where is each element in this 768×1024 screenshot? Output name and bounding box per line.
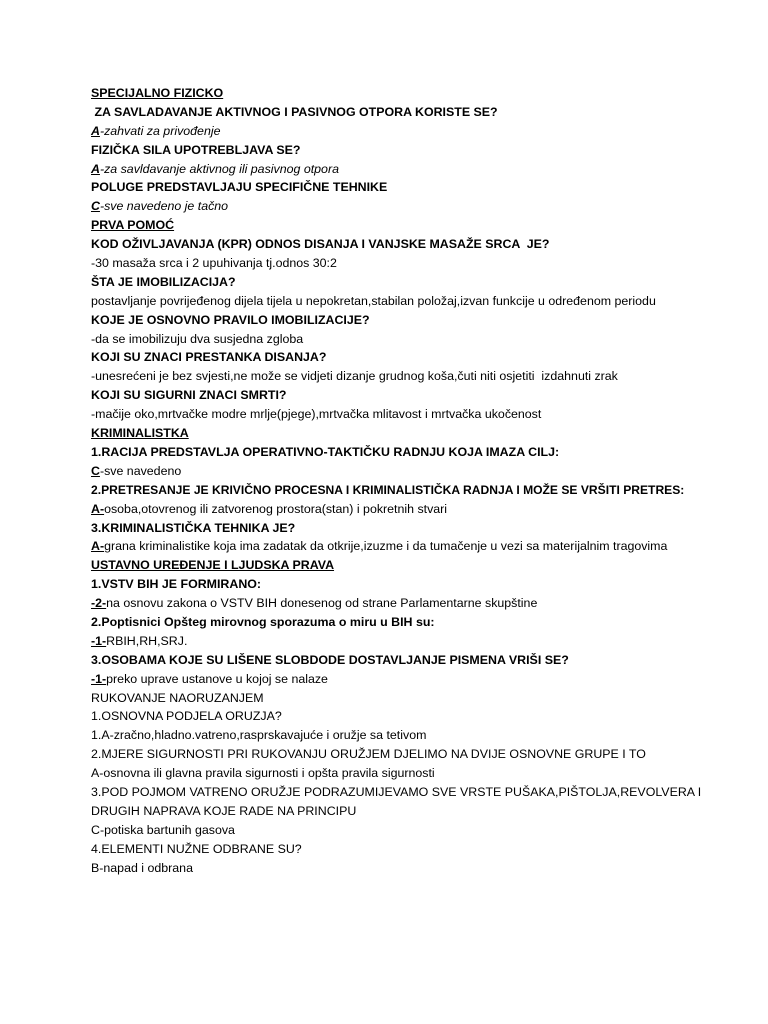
question-line: KOJI SU ZNACI PRESTANKA DISANJA? [91,350,327,365]
question-line: 2.MJERE SIGURNOSTI PRI RUKOVANJU ORUŽJEM DJELIMO NA DVIJE OSNOVNE GRUPE I TO [91,747,646,762]
question-line: POLUGE PREDSTAVLJAJU SPECIFIČNE TEHNIKE [91,180,388,195]
question-line: FIZIČKA SILA UPOTREBLJAVA SE? [91,142,301,157]
question-line: 3.POD POJMOM VATRENO ORUŽJE PODRAZUMIJEVAMO SVE VRSTE PUŠAKA,PIŠTOLJA,REVOLVERA I DRUGIH NAPRAVA KOJE RADE NA PRINCIPU [91,784,702,818]
answer-text: -sve navedeno je tačno [99,199,229,214]
question-line: 3.KRIMINALISTIČKA TEHNIKA JE? [91,520,296,535]
answer-line [91,632,731,651]
answer-line [91,670,731,689]
question-line: 1.RACIJA PREDSTAVLJA OPERATIVNO-TAKTIČKU RADNJU KOJA IMAZA CILJ: [91,444,560,459]
section-heading-rukovanje-naoruzanjem: RUKOVANJE NAORUZANJEM [91,690,264,705]
answer-text: na osnovu zakona o VSTV BIH donesenog od strane Parlamentarne skupštine [106,596,538,611]
section-heading-prva-pomoc: PRVA POMOĆ [91,218,175,233]
answer-letter: A- [91,539,105,554]
answer-line: -30 masaža srca i 2 upuhivanja tj.odnos 30:2 [91,256,337,271]
answer-number: -2- [91,596,107,611]
answer-text: osoba,otovrenog ili zatvorenog prostora(stan) i pokretnih stvari [104,501,448,516]
document-body [91,84,731,877]
answer-line [91,594,731,613]
answer-line [91,197,731,216]
answer-text: -zahvati za privođenje [99,123,221,138]
answer-letter: A [91,161,100,176]
question-line: KOD OŽIVLJAVANJA (KPR) ODNOS DISANJA I VANJSKE MASAŽE SRCA JE? [91,237,550,252]
answer-line [91,122,731,141]
answer-text: grana kriminalistike koja ima zadatak da otkrije,izuzme i da tumačenje u vezi sa materijalnim tragovima [104,539,668,554]
question-line: ZA SAVLADAVANJE AKTIVNOG I PASIVNOG OTPORA KORISTE SE? [91,104,498,119]
answer-line: B-napad i odbrana [91,860,193,875]
answer-number: -1- [91,671,107,686]
answer-text: -sve navedeno [99,463,182,478]
answer-line: -mačije oko,mrtvačke modre mrlje(pjege),mrtvačka mlitavost i mrtvačka ukočenost [91,407,542,422]
question-line: KOJI SU SIGURNI ZNACI SMRTI? [91,388,287,403]
answer-line: -da se imobilizuju dva susjedna zgloba [91,331,304,346]
question-line: 4.ELEMENTI NUŽNE ODBRANE SU? [91,841,302,856]
answer-letter: A- [91,501,105,516]
question-line: ŠTA JE IMOBILIZACIJA? [91,274,236,289]
answer-text: RBIH,RH,SRJ. [106,633,188,648]
answer-letter: C [91,199,100,214]
answer-text: -za savldavanje aktivnog ili pasivnog otpora [99,161,339,176]
answer-line: A-osnovna ili glavna pravila sigurnosti i opšta pravila sigurnosti [91,766,435,781]
answer-line [91,500,731,519]
section-heading-specijalno-fizicko: SPECIJALNO FIZICKO [91,86,224,100]
question-line: 1.VSTV BIH JE FORMIRANO: [91,577,262,592]
question-line: 2.PRETRESANJE JE KRIVIČNO PROCESNA I KRIMINALISTIČKA RADNJA I MOŽE SE VRŠITI PRETRES: [91,482,685,497]
question-line: 2.Poptisnici Opšteg mirovnog sporazuma o miru u BIH su: [91,614,435,629]
question-line: 3.OSOBAMA KOJE SU LIŠENE SLOBDODE DOSTAVLJANJE PISMENA VRIŠI SE? [91,652,569,667]
section-heading-kriminalistka: KRIMINALISTKA [91,426,189,441]
answer-line [91,537,731,556]
answer-number: -1- [91,633,107,648]
answer-letter: C [91,463,100,478]
answer-line: postavljanje povrijeđenog dijela tijela u nepokretan,stabilan položaj,izvan funkcije u određenom periodu [91,293,656,308]
answer-text: preko uprave ustanove u kojoj se nalaze [106,671,328,686]
answer-line: -unesrećeni je bez svjesti,ne može se vidjeti dizanje grudnog koša,čuti niti osjetiti izdahnuti zrak [91,369,618,384]
question-line: 1.OSNOVNA PODJELA ORUZJA? [91,709,282,724]
answer-line: C-potiska bartunih gasova [91,822,235,837]
answer-line [91,160,731,179]
section-heading-ustavno-uredjenje: USTAVNO UREĐENJE I LJUDSKA PRAVA [91,558,335,573]
answer-line [91,462,731,481]
answer-letter: A [91,123,100,138]
answer-line: 1.A-zračno,hladno.vatreno,rasprskavajuće i oružje sa tetivom [91,728,427,743]
question-line: KOJE JE OSNOVNO PRAVILO IMOBILIZACIJE? [91,312,370,327]
